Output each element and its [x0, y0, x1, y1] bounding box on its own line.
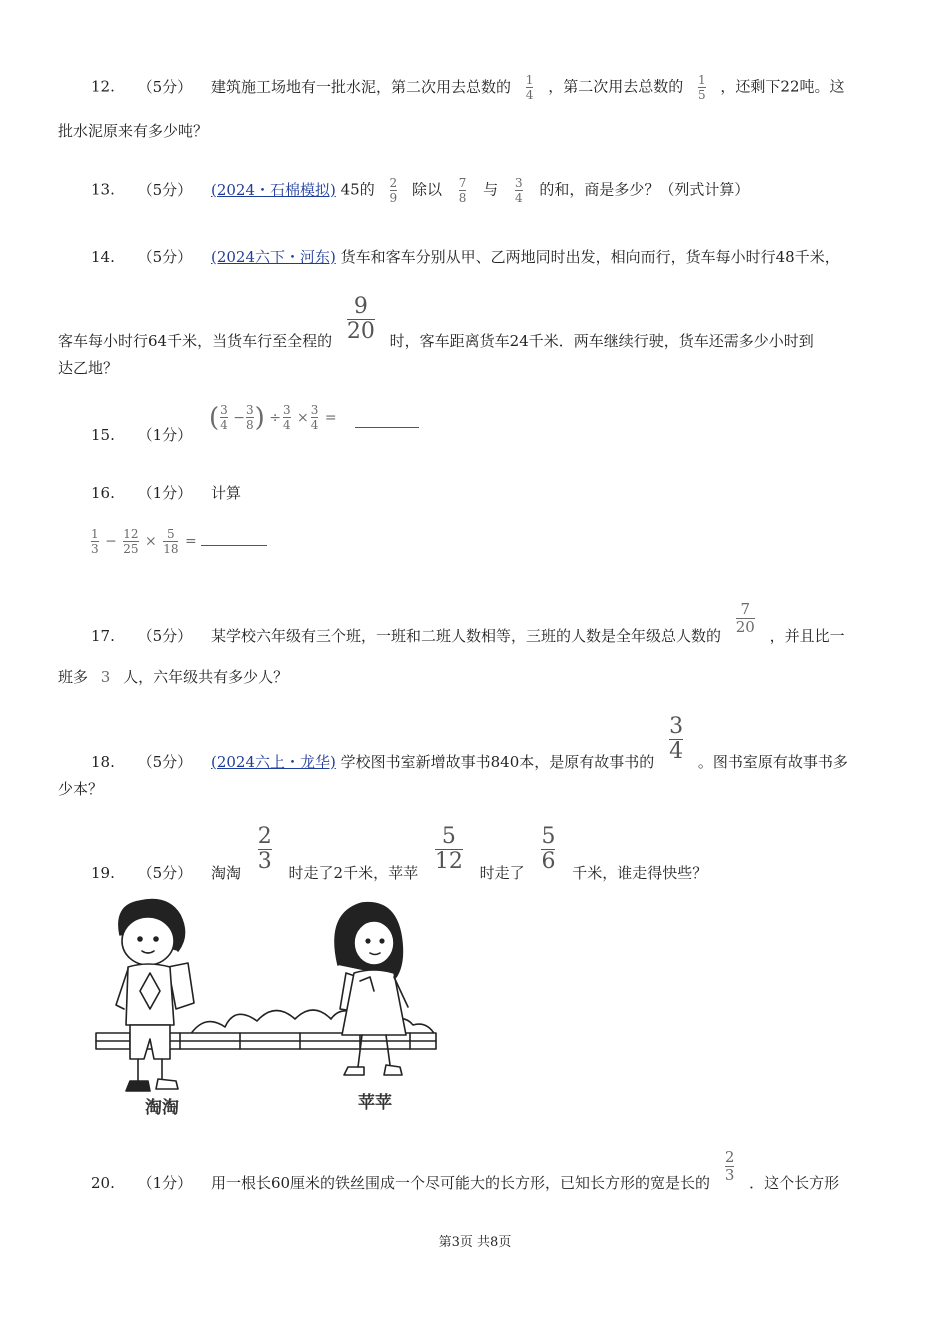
score: （1分）	[137, 1173, 193, 1192]
question-15	[91, 402, 419, 444]
question-12	[91, 74, 845, 101]
question-text: ，还剩下22吨。这	[720, 77, 845, 96]
score: （5分）	[137, 77, 193, 96]
question-number: 13.	[91, 180, 115, 199]
number: 3	[100, 668, 111, 686]
question-text: 45的	[340, 180, 375, 199]
fraction: $\frac{7}{8}$	[458, 176, 467, 205]
question-text: 。图书室原有故事书多	[697, 752, 848, 771]
girl-dress	[342, 970, 406, 1035]
question-text: 班多	[58, 668, 89, 686]
score: （5分）	[137, 180, 193, 199]
question-number: 16.	[91, 484, 115, 502]
math-expression: ( $\frac{3}{4}$ − $\frac{3}{8}$ ) ÷ $\frac{3}{4}$ × $\frac{3}{4}$ =	[208, 402, 337, 433]
question-text: 与	[483, 180, 499, 199]
boy-shorts	[130, 1025, 170, 1059]
question-12-line2: 批水泥原来有多少吨？	[58, 122, 209, 140]
girl-shoe	[344, 1067, 364, 1075]
answer-blank[interactable]	[201, 545, 267, 546]
question-text: 的和，商是多少？（列式计算）	[539, 180, 750, 199]
caption-girl: 苹苹	[358, 1093, 392, 1113]
question-number: 20.	[91, 1173, 115, 1192]
question-title: 计算	[210, 484, 241, 502]
score: （5分）	[137, 248, 193, 266]
question-19	[91, 824, 708, 882]
question-text: 用一根长60厘米的铁丝围成一个尽可能大的长方形，已知长方形的宽是长的	[210, 1173, 711, 1192]
fraction: $\frac{12}{25}$	[123, 527, 139, 556]
question-14	[91, 250, 840, 265]
score: （1分）	[137, 484, 193, 502]
boy-shoe	[156, 1079, 178, 1089]
fraction: $\frac{3}{4}$	[514, 176, 523, 205]
boy-figure	[116, 900, 194, 1091]
question-18	[91, 714, 848, 771]
fraction: $\frac{7}{20}$	[735, 600, 755, 636]
question-number: 17.	[91, 626, 115, 645]
question-text: 客车每小时行64千米，当货车行至全程的	[58, 331, 333, 350]
fraction: $\frac{1}{5}$	[697, 73, 706, 102]
question-text: 建筑施工场地有一批水泥，第二次用去总数的	[210, 77, 511, 96]
answer-blank[interactable]	[355, 427, 419, 428]
question-text: 时走了	[479, 863, 525, 882]
question-text: 千米，谁走得快些？	[572, 863, 708, 882]
fraction: $\frac{5}{12}$	[434, 824, 463, 874]
question-text: 时，客车距离货车24千米．两车继续行驶，货车还需多少小时到	[389, 331, 814, 350]
boy-shoe	[126, 1081, 150, 1091]
fraction: $\frac{2}{3}$	[257, 824, 272, 874]
fraction: $\frac{5}{6}$	[541, 824, 556, 874]
question-14-line3: 达乙地？	[58, 359, 119, 377]
question-number: 12.	[91, 77, 115, 96]
score: （5分）	[137, 863, 193, 882]
fraction: $\frac{3}{4}$	[282, 403, 291, 432]
caption-boy: 淘淘	[145, 1098, 179, 1118]
question-18-line2: 少本？	[58, 780, 104, 798]
question-17-line2	[58, 670, 288, 685]
fraction: $\frac{2}{9}$	[389, 176, 398, 205]
fraction: $\frac{3}{4}$	[669, 714, 684, 764]
question-13	[91, 177, 749, 204]
fraction: $\frac{1}{3}$	[91, 527, 99, 556]
fraction: $\frac{3}{4}$	[310, 403, 319, 432]
question-text: 某学校六年级有三个班，一班和二班人数相等，三班的人数是全年级总人数的	[210, 626, 721, 645]
question-16	[91, 486, 241, 501]
question-14-line2	[58, 294, 814, 350]
girl-shoe	[384, 1065, 402, 1075]
fraction: $\frac{9}{20}$	[346, 294, 375, 344]
question-text: 学校图书室新增故事书840本，是原有故事书的	[340, 752, 655, 771]
score: （1分）	[137, 425, 193, 444]
question-text: 时走了2千米，苹苹	[288, 863, 419, 882]
question-text: ，第二次用去总数的	[548, 77, 684, 96]
question-number: 14.	[91, 248, 115, 266]
fraction: $\frac{3}{4}$	[220, 403, 228, 432]
question-text: ．这个长方形	[749, 1173, 840, 1192]
question-text: ，并且比一	[769, 626, 845, 645]
fraction: $\frac{5}{18}$	[163, 527, 179, 556]
question-text: 货车和客车分别从甲、乙两地同时出发，相向而行，货车每小时行48千米，	[340, 248, 840, 266]
math-expression: $\frac{1}{3}$ − $\frac{12}{25}$ × $\frac{5}{18}$ =	[91, 528, 267, 555]
page-footer: 第3页 共8页	[438, 1235, 512, 1250]
fraction: $\frac{3}{8}$	[245, 403, 254, 432]
question-number: 19.	[91, 863, 115, 882]
score: （5分）	[137, 626, 193, 645]
question-text: 除以	[411, 180, 442, 199]
question-20	[91, 1148, 840, 1192]
question-number: 15.	[91, 425, 115, 444]
question-text: 淘淘	[210, 863, 241, 882]
source-link[interactable]: (2024六上・龙华)	[210, 752, 336, 771]
source-link[interactable]: (2024・石棉模拟)	[210, 180, 336, 199]
score: （5分）	[137, 752, 193, 771]
question-17	[91, 600, 845, 645]
children-illustration	[90, 895, 450, 1125]
question-text: 人，六年级共有多少人？	[123, 668, 289, 686]
fraction: $\frac{1}{4}$	[525, 73, 534, 102]
question-number: 18.	[91, 752, 115, 771]
fraction: $\frac{2}{3}$	[724, 1148, 735, 1184]
source-link[interactable]: (2024六下・河东)	[210, 248, 336, 266]
